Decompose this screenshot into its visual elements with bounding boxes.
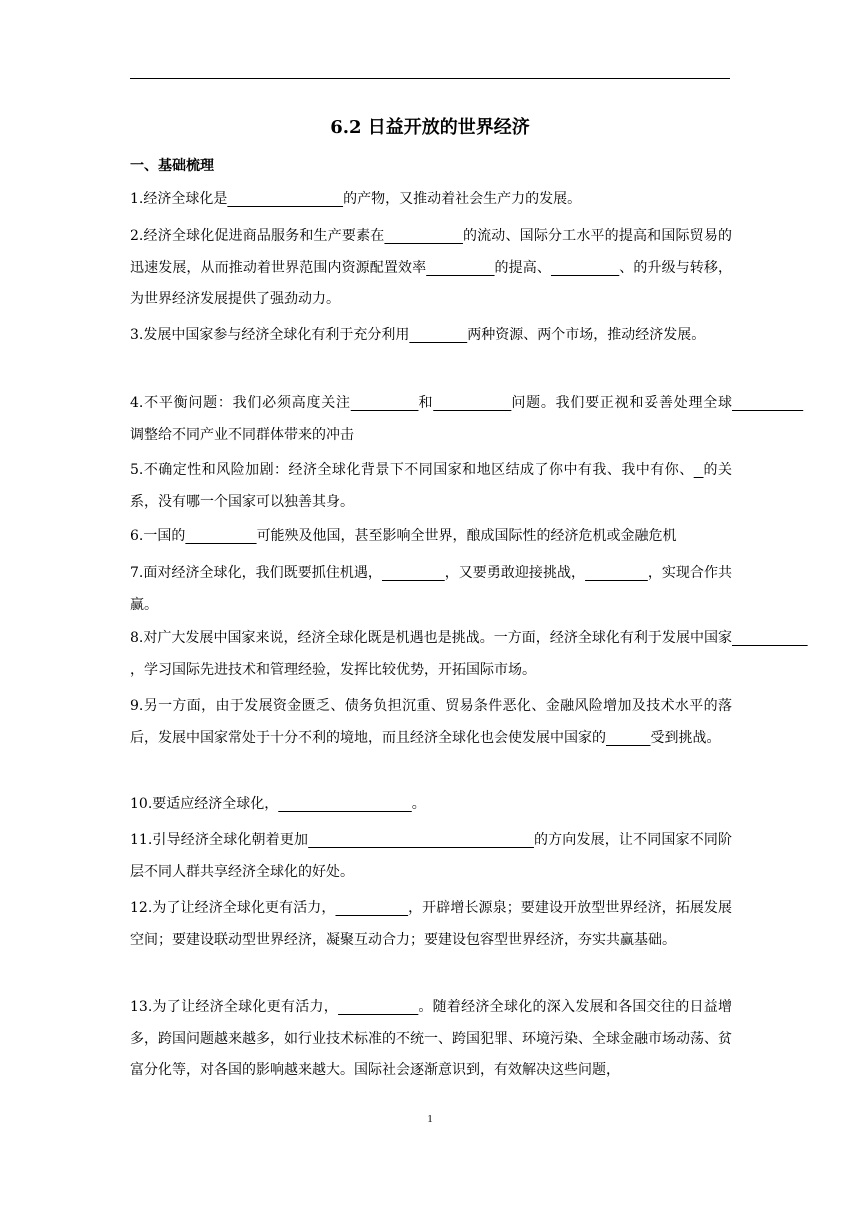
- page-title: 6.2 日益开放的世界经济: [330, 117, 530, 138]
- answer-blank[interactable]: [585, 565, 648, 581]
- answer-blank[interactable]: [185, 528, 256, 544]
- question-5: 5.不确定性和风险加剧：经济全球化背景下不同国家和地区结成了你中有我、我中有你、 的关系，没有哪一个国家可以独善其身。: [130, 462, 733, 510]
- page-number: 1: [427, 1113, 433, 1125]
- question-6: 6.一国的 可能殃及他国，甚至影响全世界，酿成国际性的经济危机或金融危机: [130, 528, 677, 544]
- answer-blank[interactable]: [338, 999, 418, 1015]
- header-rule: [130, 78, 730, 79]
- answer-blank[interactable]: [308, 832, 534, 848]
- answer-blank[interactable]: [335, 900, 408, 916]
- answer-blank[interactable]: [606, 730, 651, 746]
- question-9: 9.另一方面，由于发展资金匮乏、债务负担沉重、贸易条件恶化、金融风险增加及技术水平的落后，发展中国家常处于十分不利的境地，而且经济全球化也会使发展中国家的 受到挑战。: [130, 698, 732, 746]
- answer-blank[interactable]: [382, 565, 445, 581]
- answer-blank[interactable]: [409, 327, 467, 343]
- question-13: 13.为了让经济全球化更有活力， 。随着经济全球化的深入发展和各国交往的日益增多，跨国问题越来越多，如行业技术标准的不统一、跨国犯罪、环境污染、全球金融市场动荡、贫富分化等，对各国的影响越来越大。国际社会逐渐意识到，有效解决这些问题，: [130, 999, 733, 1078]
- answer-blank[interactable]: [426, 260, 494, 276]
- question-11: 11.引导经济全球化朝着更加 的方向发展，让不同国家不同阶层不同人群共享经济全球化的好处。: [130, 832, 733, 880]
- answer-blank[interactable]: [384, 228, 463, 244]
- answer-blank[interactable]: [551, 260, 619, 276]
- answer-blank[interactable]: [732, 630, 808, 646]
- question-12: 12.为了让经济全球化更有活力， ，开辟增长源泉；要建设开放型世界经济，拓展发展空间；要建设联动型世界经济，凝聚互动合力；要建设包容型世界经济，夯实共赢基础。: [130, 900, 733, 948]
- question-8: 8.对广大发展中国家来说，经济全球化既是机遇也是挑战。一方面，经济全球化有利于发展中国家 ，学习国际先进技术和管理经验，发挥比较优势，开拓国际市场。: [130, 623, 732, 686]
- answer-blank[interactable]: [694, 462, 704, 478]
- question-7: 7.面对经济全球化，我们既要抓住机遇， ，又要勇敢迎接挑战， ，实现合作共赢。: [130, 565, 732, 613]
- answer-blank[interactable]: [227, 191, 343, 207]
- answer-blank[interactable]: [278, 796, 412, 812]
- answer-blank[interactable]: [732, 395, 803, 411]
- question-3: 3.发展中国家参与经济全球化有利于充分利用 两种资源、两个市场，推动经济发展。: [130, 327, 706, 343]
- section-heading: 一、基础梳理: [130, 158, 214, 174]
- question-2: 2.经济全球化促进商品服务和生产要素在 的流动、国际分工水平的提高和国际贸易的迅速发展，从而推动着世界范围内资源配置效率 的提高、 、的升级与转移，为世界经济发展提供了强劲动力。: [130, 228, 733, 307]
- question-1: 1.经济全球化是 的产物，又推动着社会生产力的发展。: [130, 191, 582, 207]
- question-4: 4.不平衡问题：我们必须高度关注 和 问题。我们要正视和妥善处理全球 调整给不同产业不同群体带来的冲击: [130, 388, 732, 451]
- question-10: 10.要适应经济全球化， 。: [130, 796, 426, 812]
- answer-blank[interactable]: [351, 395, 419, 411]
- answer-blank[interactable]: [433, 395, 511, 411]
